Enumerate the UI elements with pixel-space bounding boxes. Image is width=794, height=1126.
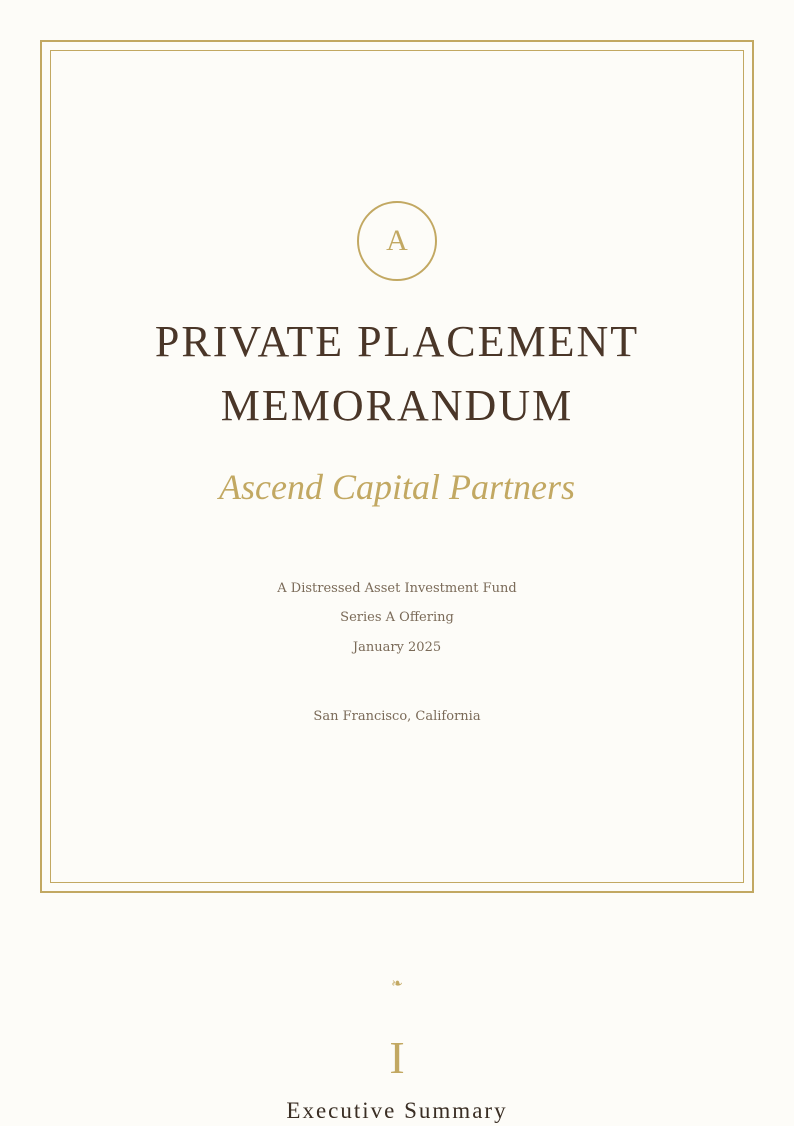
fund-description: A Distressed Asset Investment Fund <box>277 581 517 596</box>
document-title-line-2: MEMORANDUM <box>220 381 574 430</box>
offering-date: January 2025 <box>352 640 442 655</box>
offering-location: San Francisco, California <box>313 709 481 724</box>
monogram-seal <box>357 201 437 281</box>
monogram-letter: A <box>386 224 408 257</box>
fleuron-ornament-icon: ❧ <box>391 976 403 992</box>
document-title <box>0 310 794 438</box>
section-title: Executive Summary <box>286 1098 508 1123</box>
document-title-line-1: PRIVATE PLACEMENT <box>154 317 640 366</box>
offering-series: Series A Offering <box>340 610 454 625</box>
section-numeral: I <box>389 1032 405 1083</box>
firm-name: Ascend Capital Partners <box>219 467 575 507</box>
